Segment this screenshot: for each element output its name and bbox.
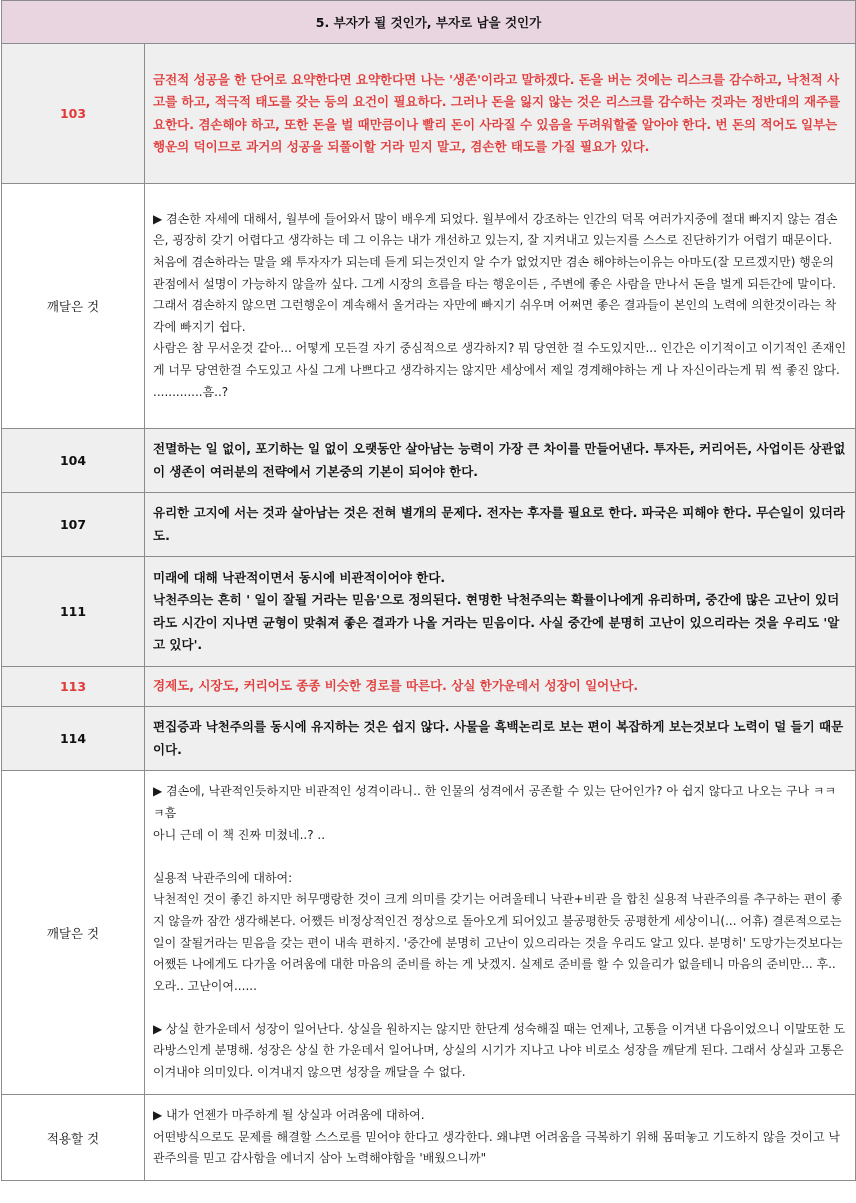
quote-row-113 [2, 667, 856, 707]
reflection-label-1: 깨달은 것 [2, 184, 145, 429]
page-number-114: 114 [2, 707, 145, 771]
reflection-1-paragraph-1: ▶ 겸손한 자세에 대해서, 월부에 들어와서 많이 배우게 되었다. 월부에서 강조하는 인간의 덕목 여러가지중에 절대 빠지지 않는 겸손은, 굉장히 갖기 어렵다고 생각하는 데 그 이유는 내가 개선하고 있는지, 잘 지켜내고 있는지를 스스로 진단하기가 어렵기 때문이다. 처음에 겸손하라는 말을 왜 투자자가 되는데 듣게 되는것인지 알 수가 없었지만 겸손 해야하는이유는 아마도(잘 모르겠지만) 행운의 관점에서 설명이 가능하지 않을까 싶다. 그게 시장의 흐름을 타는 행운이든 , 주변에 좋은 사람을 만나서 돈을 벌게 되든간에 말이다. 그래서 겸손하지 않으면 그런행운이 계속해서 올거라는 자만에 빠지기 쉬우며 어쩌면 좋은 결과들이 본인의 노력에 의한것이라는 착각에 빠지기 쉽다. [153, 211, 838, 334]
reflection-2-spacer-2 [153, 997, 847, 1019]
apply-label: 적용할 것 [2, 1095, 145, 1181]
apply-paragraph-2: 어떤방식으로도 문제를 해결할 스스로를 믿어야 한다고 생각한다. 왜냐면 어려움을 극복하기 위해 몸떠놓고 기도하지 않을 것이고 낙관주의를 믿고 감사함을 에너지 삼아 노력해야함을 '배웠으니까" [153, 1129, 841, 1166]
quote-111-line-2: 낙천주의는 흔히 ' 일이 잘될 거라는 믿음'으로 정의된다. 현명한 낙천주의는 확률이나에게 유리하며, 중간에 많은 고난이 있더라도 시간이 지나면 균형이 맞춰져 좋은 결과가 나올 거라는 믿음이다. 사실 중간에 분명히 고난이 있으리라는 것을 우리도 '알고 있다'. [153, 592, 840, 652]
reflection-text-2 [145, 771, 856, 1095]
apply-paragraph-1: ▶ 내가 언젠가 마주하게 될 상실과 어려움에 대하여. [153, 1108, 425, 1123]
reflection-2-paragraph-5: ▶ 상실 한가운데서 성장이 일어난다. 상실을 원하지는 않지만 한단계 성숙해질 때는 언제나, 고통을 이겨낸 다음이었으니 이말또한 도라방스인게 분명해. 성장은 상실 한 가운데서 일어나며, 상실의 시기가 지나고 나야 비로소 성장을 깨닫게 된다. 그래서 상실과 고통은 이겨내야 의미있다. 이겨내지 않으면 성장을 깨달을 수 없다. [153, 1021, 846, 1080]
quote-text-107: 유리한 고지에 서는 것과 살아남는 것은 전혀 별개의 문제다. 전자는 후자를 필요로 한다. 파국은 피해야 한다. 무슨일이 있더라도. [145, 493, 856, 557]
page-number-103: 103 [2, 44, 145, 184]
reading-notes-table [1, 0, 856, 1181]
reflection-row-1 [2, 184, 856, 429]
quote-text-104: 전멸하는 일 없이, 포기하는 일 없이 오랫동안 살아남는 능력이 가장 큰 차이를 만들어낸다. 투자든, 커리어든, 사업이든 상관없이 생존이 여러분의 전략에서 기본중의 기본이 되어야 한다. [145, 429, 856, 493]
section-title: 5. 부자가 될 것인가, 부자로 남을 것인가 [2, 1, 856, 44]
reflection-2-paragraph-3: 실용적 낙관주의에 대하여: [153, 870, 293, 885]
page-number-104: 104 [2, 429, 145, 493]
page-number-107: 107 [2, 493, 145, 557]
page-number-113: 113 [2, 667, 145, 707]
quote-text-113: 경제도, 시장도, 커리어도 종종 비슷한 경로를 따른다. 상실 한가운데서 성장이 일어난다. [145, 667, 856, 707]
reflection-2-paragraph-2: 아니 근데 이 책 진짜 미쳤네..? .. [153, 827, 326, 842]
reflection-2-paragraph-4: 낙천적인 것이 좋긴 하지만 허무맹랑한 것이 크게 의미를 갖기는 어려울테니 낙관+비관 을 합친 실용적 낙관주의를 추구하는 편이 좋지 않을까 잠깐 생각해본다. 어쨌든 비정상적인건 정상으로 돌아오게 되어있고 불공평한듯 공평한게 세상이니(... 어휴) 결론적으로는 일이 잘될거라는 믿음을 갖는 편이 내속 편하지. '중간에 분명히 고난이 있으리라는 것을 우리도 알고 있다. 분명히' 도망가는것보다는 어쨌든 나에게도 다가올 어려움에 대한 마음의 준비를 하는 게 낫겠지. 실제로 준비를 할 수 있을리가 없을테니 마음의 준비만... 후.. 오라.. 고난이여...... [153, 892, 843, 993]
reflection-row-2 [2, 771, 856, 1095]
reflection-1-paragraph-2: 사람은 참 무서운것 같아... 어떻게 모든걸 자기 중심적으로 생각하지? 뭐 당연한 걸 수도있지만... 인간은 이기적이고 이기적인 존재인게 너무 당연한걸 수도있고 사실 그게 나쁘다고 생각하지는 않지만 세상에서 제일 경계해야하는 게 나 자신이라는게 뭐 썩 좋진 않다. .............흠..? [153, 341, 847, 399]
quote-row-111 [2, 557, 856, 667]
quote-row-103 [2, 44, 856, 184]
quote-row-107 [2, 493, 856, 557]
quote-text-103: 금전적 성공을 한 단어로 요약한다면 요약한다면 나는 '생존'이라고 말하겠다. 돈을 버는 것에는 리스크를 감수하고, 낙천적 사고를 하고, 적극적 태도를 갖는 등의 요건이 필요하다. 그러나 돈을 잃지 않는 것은 리스크를 감수하는 것과는 정반대의 재주를 요한다. 겸손해야 하고, 또한 돈을 벌 때만큼이나 빨리 돈이 사라질 수 있음을 두려워할줄 알아야 한다. 번 돈의 적어도 일부는 행운의 덕이므로 과거의 성공을 되풀이할 거라 믿지 말고, 겸손한 태도를 가질 필요가 있다. [145, 44, 856, 184]
quote-row-104 [2, 429, 856, 493]
quote-text-114: 편집증과 낙천주의를 동시에 유지하는 것은 쉽지 않다. 사물을 흑백논리로 보는 편이 복잡하게 보는것보다 노력이 덜 들기 때문이다. [145, 707, 856, 771]
apply-text [145, 1095, 856, 1181]
quote-text-111 [145, 557, 856, 667]
quote-111-line-1: 미래에 대해 낙관적이면서 동시에 비관적이어야 한다. [153, 569, 446, 585]
quote-row-114 [2, 707, 856, 771]
reflection-2-paragraph-1: ▶ 겸손에, 낙관적인듯하지만 비관적인 성격이라니.. 한 인물의 성격에서 공존할 수 있는 단어인가? 아 쉽지 않다고 나오는 구나 ㅋㅋㅋ흠 [153, 784, 837, 820]
section-title-row [2, 1, 856, 44]
reflection-label-2: 깨달은 것 [2, 771, 145, 1095]
reflection-text-1 [145, 184, 856, 429]
reflection-2-spacer-1 [153, 846, 847, 868]
page-number-111: 111 [2, 557, 145, 667]
apply-row [2, 1095, 856, 1181]
